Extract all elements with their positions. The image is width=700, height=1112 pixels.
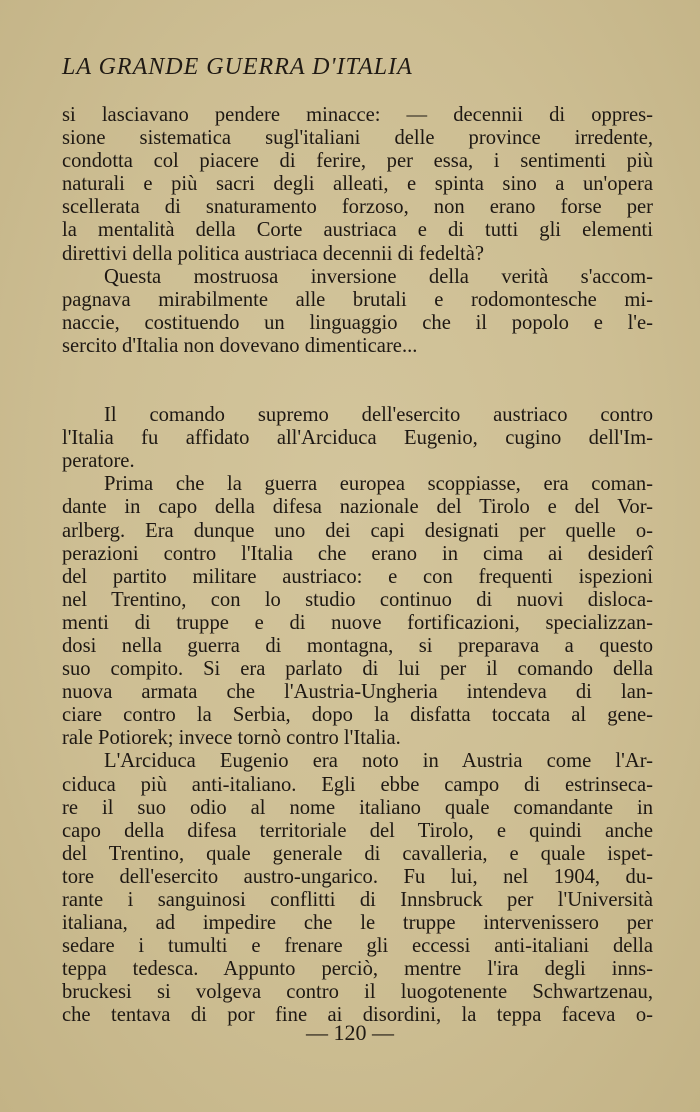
text-line: naturali e più sacri degli alleati, e spinta sino a un'opera — [62, 173, 653, 196]
text-line: perazioni contro l'Italia che erano in cima ai desiderî — [62, 542, 653, 565]
text-line: Questa mostruosa inversione della verità s'accom- — [104, 265, 653, 288]
text-line: direttivi della politica austriaca decennii di fedeltà? — [62, 242, 484, 265]
text-line: nel Trentino, con lo studio continuo di nuovi disloca- — [62, 588, 653, 611]
text-line: suo compito. Si era parlato di lui per il comando della — [62, 658, 653, 681]
paragraph — [62, 473, 653, 750]
text-line: la mentalità della Corte austriaca e di tutti gli elementi — [62, 219, 653, 242]
text-line: Prima che la guerra europea scoppiasse, era coman- — [104, 473, 653, 496]
text-line: del Trentino, quale generale di cavalleria, e quale ispet- — [62, 842, 653, 865]
text-line: sedare i tumulti e frenare gli eccessi anti-italiani della — [62, 935, 653, 958]
paragraph — [62, 750, 653, 1027]
section-gap — [62, 358, 653, 404]
text-line: L'Arciduca Eugenio era noto in Austria come l'Ar- — [104, 750, 653, 773]
body-text — [62, 104, 653, 1028]
text-line: re il suo odio al nome italiano quale comandante in — [62, 796, 653, 819]
text-line: sercito d'Italia non dovevano dimenticare... — [62, 334, 418, 357]
paragraph — [62, 404, 653, 473]
text-line: condotta col piacere di ferire, per essa, i sentimenti più — [62, 150, 653, 173]
text-line: che tentava di por fine ai disordini, la teppa faceva o- — [62, 1004, 653, 1027]
text-line: bruckesi si volgeva contro il luogotenente Schwartzenau, — [62, 981, 653, 1004]
text-line: capo della difesa territoriale del Tirolo, e quindi anche — [62, 819, 653, 842]
text-line: ciare contro la Serbia, dopo la disfatta toccata al gene- — [62, 704, 653, 727]
paragraph — [62, 266, 653, 358]
text-line: sione sistematica sugl'italiani delle province irredente, — [62, 127, 653, 150]
text-line: rale Potiorek; invece tornò contro l'Italia. — [62, 727, 401, 750]
page-number: — 120 — — [306, 1020, 394, 1045]
text-line: peratore. — [62, 450, 135, 473]
text-line: si lasciavano pendere minacce: — decennii di oppres- — [62, 104, 653, 126]
text-line: dante in capo della difesa nazionale del Tirolo e del Vor- — [62, 496, 653, 519]
text-line: ciduca più anti-italiano. Egli ebbe campo di estrinseca- — [62, 773, 653, 796]
text-line: menti di truppe e di nuove fortificazioni, specializzan- — [62, 611, 653, 634]
text-line: rante i sanguinosi conflitti di Innsbruck per l'Università — [62, 889, 653, 911]
text-line: dosi nella guerra di montagna, si preparava a questo — [62, 634, 653, 657]
text-line: arlberg. Era dunque uno dei capi designati per quelle o- — [62, 519, 653, 542]
paragraph — [62, 104, 653, 266]
text-line: nuova armata che l'Austria-Ungheria intendeva di lan- — [62, 681, 653, 704]
text-line: scellerata di snaturamento forzoso, non erano forse per — [62, 196, 653, 219]
text-line: Il comando supremo dell'esercito austriaco contro — [104, 404, 653, 427]
text-line: teppa tedesca. Appunto perciò, mentre l'ira degli inns- — [62, 958, 653, 981]
text-line: italiana, ad impedire che le truppe intervenissero per — [62, 912, 653, 935]
text-line: l'Italia fu affidato all'Arciduca Eugenio, cugino dell'Im- — [62, 427, 653, 450]
text-line: del partito militare austriaco: e con frequenti ispezioni — [62, 565, 653, 588]
running-header: LA GRANDE GUERRA D'ITALIA — [62, 54, 413, 80]
text-line: pagnava mirabilmente alle brutali e rodomontesche mi- — [62, 288, 653, 311]
text-line: tore dell'esercito austro-ungarico. Fu lui, nel 1904, du- — [62, 865, 653, 888]
text-line: naccie, costituendo un linguaggio che il popolo e l'e- — [62, 311, 653, 334]
